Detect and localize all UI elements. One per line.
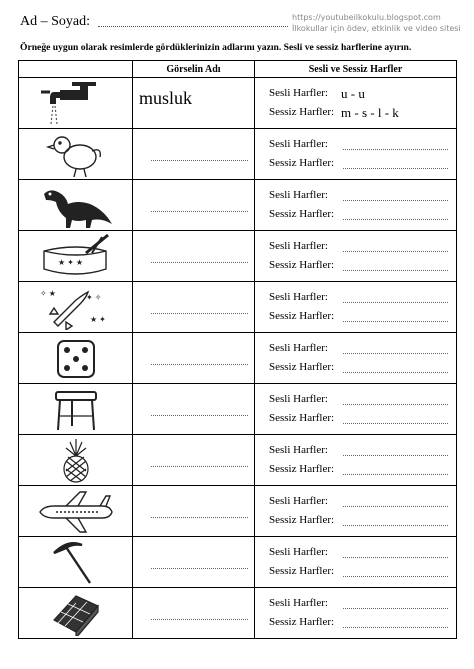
name-cell[interactable] (133, 180, 255, 231)
vowels-label: Sesli Harfler: (269, 393, 328, 405)
answer-text: musluk (139, 88, 193, 108)
vowels-label: Sesli Harfler: (269, 240, 328, 252)
consonants-label: Sessiz Harfler: (269, 157, 335, 169)
vowels-row (269, 237, 456, 256)
name-cell[interactable] (133, 486, 255, 537)
letters-cell (255, 486, 457, 537)
table-row (19, 588, 457, 639)
vowels-row (269, 339, 456, 358)
answer-dotted-line[interactable] (151, 568, 248, 569)
picture-cell (19, 282, 133, 333)
rocket-icon (36, 284, 116, 330)
consonants-dotted-line[interactable] (343, 312, 448, 322)
consonants-label: Sessiz Harfler: (269, 106, 335, 118)
consonants-row (269, 154, 456, 173)
letters-cell (255, 180, 457, 231)
name-cell[interactable] (133, 333, 255, 384)
table-row (19, 129, 457, 180)
chocolate-icon (36, 590, 116, 636)
name-cell[interactable] (133, 78, 255, 129)
vowels-row (269, 186, 456, 205)
answer-dotted-line[interactable] (151, 262, 248, 263)
consonants-label: Sessiz Harfler: (269, 310, 335, 322)
letters-cell (255, 282, 457, 333)
consonants-label: Sessiz Harfler: (269, 361, 335, 373)
vowels-label: Sesli Harfler: (269, 189, 328, 201)
table-row (19, 333, 457, 384)
answer-dotted-line[interactable] (151, 160, 248, 161)
letters-cell (255, 129, 457, 180)
answer-dotted-line[interactable] (151, 211, 248, 212)
consonants-label: Sessiz Harfler: (269, 259, 335, 271)
picture-cell (19, 588, 133, 639)
airplane-icon (36, 488, 116, 534)
table-header (19, 61, 457, 78)
consonants-row (269, 307, 456, 326)
letters-cell (255, 384, 457, 435)
letters-cell (255, 435, 457, 486)
consonants-row (269, 358, 456, 377)
vowels-label: Sesli Harfler: (269, 546, 328, 558)
header-name: Görselin Adı (133, 61, 255, 78)
vowels-value: u - u (341, 86, 365, 101)
consonants-row (269, 205, 456, 224)
letters-cell (255, 333, 457, 384)
table-row (19, 282, 457, 333)
site-watermark (292, 12, 461, 34)
vowels-row (269, 84, 456, 103)
consonants-dotted-line[interactable] (343, 516, 448, 526)
vowels-label: Sesli Harfler: (269, 597, 328, 609)
vowels-label: Sesli Harfler: (269, 87, 328, 99)
vowels-label: Sesli Harfler: (269, 138, 328, 150)
vowels-dotted-line[interactable] (343, 497, 448, 507)
answer-dotted-line[interactable] (151, 466, 248, 467)
name-cell[interactable] (133, 231, 255, 282)
table-row (19, 78, 457, 129)
table-row (19, 231, 457, 282)
answer-dotted-line[interactable] (151, 415, 248, 416)
vowels-row (269, 390, 456, 409)
picture-cell (19, 384, 133, 435)
table-row (19, 486, 457, 537)
vowels-dotted-line[interactable] (343, 242, 448, 252)
consonants-dotted-line[interactable] (343, 414, 448, 424)
letters-cell (255, 231, 457, 282)
consonants-label: Sessiz Harfler: (269, 208, 335, 220)
name-cell[interactable] (133, 537, 255, 588)
answer-dotted-line[interactable] (151, 619, 248, 620)
name-field[interactable] (98, 26, 288, 27)
table-row (19, 180, 457, 231)
faucet-icon (36, 80, 116, 126)
letters-cell (255, 78, 457, 129)
vowels-row (269, 543, 456, 562)
picture-cell (19, 78, 133, 129)
vowels-label: Sesli Harfler: (269, 291, 328, 303)
consonants-label: Sessiz Harfler: (269, 565, 335, 577)
letters-cell (255, 537, 457, 588)
vowels-dotted-line[interactable] (343, 446, 448, 456)
vowels-label: Sesli Harfler: (269, 495, 328, 507)
consonants-value: m - s - l - k (341, 105, 399, 120)
table-row (19, 537, 457, 588)
vowels-dotted-line[interactable] (343, 344, 448, 354)
picture-cell (19, 435, 133, 486)
vowels-dotted-line[interactable] (343, 548, 448, 558)
consonants-row (269, 103, 456, 122)
picture-cell (19, 231, 133, 282)
instruction: Örneğe uygun olarak resimlerde gördüklerinizin adlarını yazın. Sesli ve sessiz harflerine ayırın. (20, 42, 412, 53)
vowels-dotted-line[interactable] (343, 140, 448, 150)
vowels-label: Sesli Harfler: (269, 444, 328, 456)
header-picture (19, 61, 133, 78)
dice-icon (36, 335, 116, 381)
vowels-row (269, 594, 456, 613)
stool-icon (36, 386, 116, 432)
consonants-label: Sessiz Harfler: (269, 514, 335, 526)
answer-dotted-line[interactable] (151, 313, 248, 314)
vowels-label: Sesli Harfler: (269, 342, 328, 354)
header-letters: Sesli ve Sessiz Harfler (255, 61, 457, 78)
consonants-dotted-line[interactable] (343, 618, 448, 628)
site-url: https://youtubeilkokulu.blogspot.com (292, 13, 441, 22)
consonants-dotted-line[interactable] (343, 159, 448, 169)
picture-cell (19, 129, 133, 180)
consonants-dotted-line[interactable] (343, 363, 448, 373)
picture-cell (19, 180, 133, 231)
consonants-dotted-line[interactable] (343, 261, 448, 271)
consonants-row (269, 562, 456, 581)
consonants-dotted-line[interactable] (343, 210, 448, 220)
consonants-label: Sessiz Harfler: (269, 463, 335, 475)
vowels-dotted-line[interactable] (343, 395, 448, 405)
vowels-row (269, 135, 456, 154)
consonants-row (269, 256, 456, 275)
vowels-row (269, 288, 456, 307)
table-row (19, 384, 457, 435)
name-cell[interactable] (133, 129, 255, 180)
name-cell[interactable] (133, 588, 255, 639)
consonants-row (269, 511, 456, 530)
consonants-dotted-line[interactable] (343, 567, 448, 577)
site-tagline: İlkokullar için ödev, etkinlik ve video sitesi (292, 24, 461, 33)
vowels-row (269, 441, 456, 460)
name-cell[interactable] (133, 435, 255, 486)
pencil-case-icon (36, 233, 116, 279)
vowels-dotted-line[interactable] (343, 293, 448, 303)
consonants-row (269, 613, 456, 632)
name-cell[interactable] (133, 384, 255, 435)
consonants-dotted-line[interactable] (343, 465, 448, 475)
answer-dotted-line[interactable] (151, 364, 248, 365)
letters-cell (255, 588, 457, 639)
header (20, 14, 460, 44)
picture-cell (19, 486, 133, 537)
consonants-label: Sessiz Harfler: (269, 616, 335, 628)
picture-cell (19, 333, 133, 384)
name-label: Ad – Soyad: (20, 14, 90, 29)
answer-dotted-line[interactable] (151, 517, 248, 518)
pineapple-icon (36, 437, 116, 483)
consonants-row (269, 460, 456, 479)
picture-cell (19, 537, 133, 588)
chick-icon (36, 131, 116, 177)
vowels-dotted-line[interactable] (343, 599, 448, 609)
worksheet-table (18, 60, 457, 639)
vowels-dotted-line[interactable] (343, 191, 448, 201)
pickaxe-icon (36, 539, 116, 585)
consonants-label: Sessiz Harfler: (269, 412, 335, 424)
table-row (19, 435, 457, 486)
name-cell[interactable] (133, 282, 255, 333)
consonants-row (269, 409, 456, 428)
dinosaur-icon (36, 182, 116, 228)
vowels-row (269, 492, 456, 511)
